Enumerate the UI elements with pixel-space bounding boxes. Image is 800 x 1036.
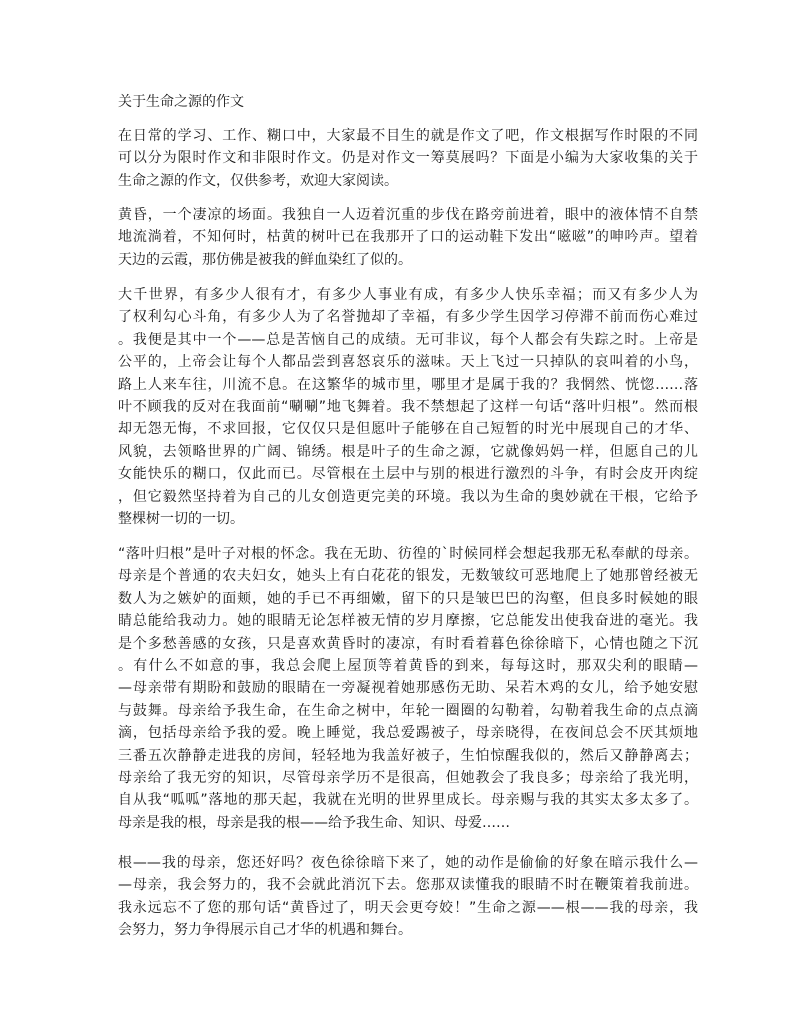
paragraph-line: “落叶归根”是叶子对根的怀念。我在无助、彷徨的`时候同样会想起我那无私奉献的母亲。 <box>118 546 698 562</box>
paragraph-line: 女能快乐的糊口，仅此而已。尽管根在土层中与别的根进行激烈的斗争，有时会皮开肉绽 <box>118 466 698 483</box>
paragraph-3 <box>118 284 698 530</box>
paragraph-line: 根——我的母亲，您还好吗？夜色徐徐暗下来了，她的动作是偷偷的好象在暗示我什么— <box>118 855 698 871</box>
paragraph-line: 是个多愁善感的女孩，只是喜欢黄昏时的凄凉，有时看着暮色徐徐暗下，心情也随之下沉 <box>118 635 698 652</box>
paragraph-line: 了权利勾心斗角，有多少人为了名誉抛却了幸福，有多少学生因学习停滞不前而伤心难过 <box>118 309 698 326</box>
paragraph-1 <box>118 125 698 192</box>
paragraph-line: 生命之源的作文，仅供参考，欢迎大家阅读。 <box>118 172 398 189</box>
paragraph-line: —母亲，我会努力的，我不会就此消沉下去。您那双读懂我的眼睛不时在鞭策着我前进。 <box>118 877 698 894</box>
paragraph-line: 地流淌着，不知何时，枯黄的树叶已在我那开了口的运动鞋下发出“嗞嗞”的呻吟声。望着 <box>118 229 698 246</box>
paragraph-line: 可以分为限时作文和非限时作文。仍是对作文一筹莫展吗？下面是小编为大家收集的关于 <box>118 150 698 167</box>
paragraph-line: 自从我“呱呱”落地的那天起，我就在光明的世界里成长。母亲赐与我的其实太多太多了。 <box>118 792 698 809</box>
paragraph-line: —母亲带有期盼和鼓励的眼睛在一旁凝视着她那感伤无助、呆若木鸡的女儿，给予她安慰 <box>118 680 698 697</box>
paragraph-line: 与鼓舞。母亲给予我生命，在生命之树中，年轮一圈圈的勾勒着，勾勒着我生命的点点滴 <box>118 702 698 719</box>
paragraph-2 <box>118 204 698 271</box>
paragraph-line: 公平的，上帝会让每个人都品尝到喜怒哀乐的滋味。天上飞过一只掉队的哀叫着的小鸟， <box>118 354 698 371</box>
paragraph-line: 会努力，努力争得展示自己才华的机遇和舞台。 <box>118 922 412 939</box>
paragraph-4 <box>118 543 698 834</box>
paragraph-line: 。有什么不如意的事，我总会爬上屋顶等着黄昏的到来，每每这时，那双尖利的眼睛— <box>118 657 698 674</box>
paragraph-line: 风貌，去领略世界的广阔、锦绣。根是叶子的生命之源，它就像妈妈一样，但愿自己的儿 <box>118 443 698 460</box>
paragraph-line: 却无怨无悔，不求回报，它仅仅只是但愿叶子能够在自己短暂的时光中展现自己的才华、 <box>118 421 698 438</box>
paragraph-5 <box>118 852 698 942</box>
paragraph-line: 母亲是我的根，母亲是我的根——给予我生命、知识、母爱…… <box>118 814 510 831</box>
paragraph-line: ，但它毅然坚持着为自己的儿女创造更完美的环境。我以为生命的奥妙就在干根，它给予 <box>118 488 698 505</box>
paragraph-line: 母亲是个普通的农夫妇女，她头上有白花花的银发，无数皱纹可恶地爬上了她那曾经被无 <box>118 568 698 585</box>
document-title: 关于生命之源的作文 <box>118 94 244 110</box>
paragraph-line: 整棵树一切的一切。 <box>118 510 244 527</box>
paragraph-line: 睛总能给我动力。她的眼睛无论怎样被无情的岁月摩擦，它总能发出使我奋进的毫光。我 <box>118 613 698 630</box>
paragraph-line: 路上人来车往，川流不息。在这繁华的城市里，哪里才是属于我的？我惘然、恍惚……落 <box>118 376 698 393</box>
paragraph-line: 数人为之嫉妒的面颊，她的手已不再细嫩，留下的只是皱巴巴的沟壑，但良多时候她的眼 <box>118 590 698 607</box>
paragraph-line: 在日常的学习、工作、糊口中，大家最不目生的就是作文了吧，作文根据写作时限的不同 <box>118 128 698 144</box>
paragraph-line: 母亲给了我无穷的知识，尽管母亲学历不是很高，但她教会了我良多；母亲给了我光明， <box>118 769 698 786</box>
paragraph-line: 我永远忘不了您的那句话“黄昏过了，明天会更夸姣！”生命之源——根——我的母亲，我 <box>118 899 698 916</box>
paragraph-line: 大千世界，有多少人很有才，有多少人事业有成，有多少人快乐幸福；而又有多少人为 <box>118 287 698 303</box>
paragraph-line: 叶不顾我的反对在我面前“唰唰”地飞舞着。我不禁想起了这样一句话“落叶归根”。然而根 <box>118 398 698 415</box>
paragraph-line: 滴，包括母亲给予我的爱。晚上睡觉，我总爱踢被子，母亲晓得，在夜间总会不厌其烦地 <box>118 725 698 742</box>
paragraph-line: 。我便是其中一个——总是苦恼自己的成绩。无可非议，每个人都会有失踪之时。上帝是 <box>118 331 698 348</box>
paragraph-line: 三番五次静静走进我的房间，轻轻地为我盖好被子，生怕惊醒我似的，然后又静静离去； <box>118 747 698 764</box>
paragraph-line: 天边的云霞，那仿佛是被我的鲜血染红了似的。 <box>118 251 412 268</box>
paragraph-line: 黄昏，一个凄凉的场面。我独自一人迈着沉重的步伐在路旁前进着，眼中的液体情不自禁 <box>118 207 698 223</box>
